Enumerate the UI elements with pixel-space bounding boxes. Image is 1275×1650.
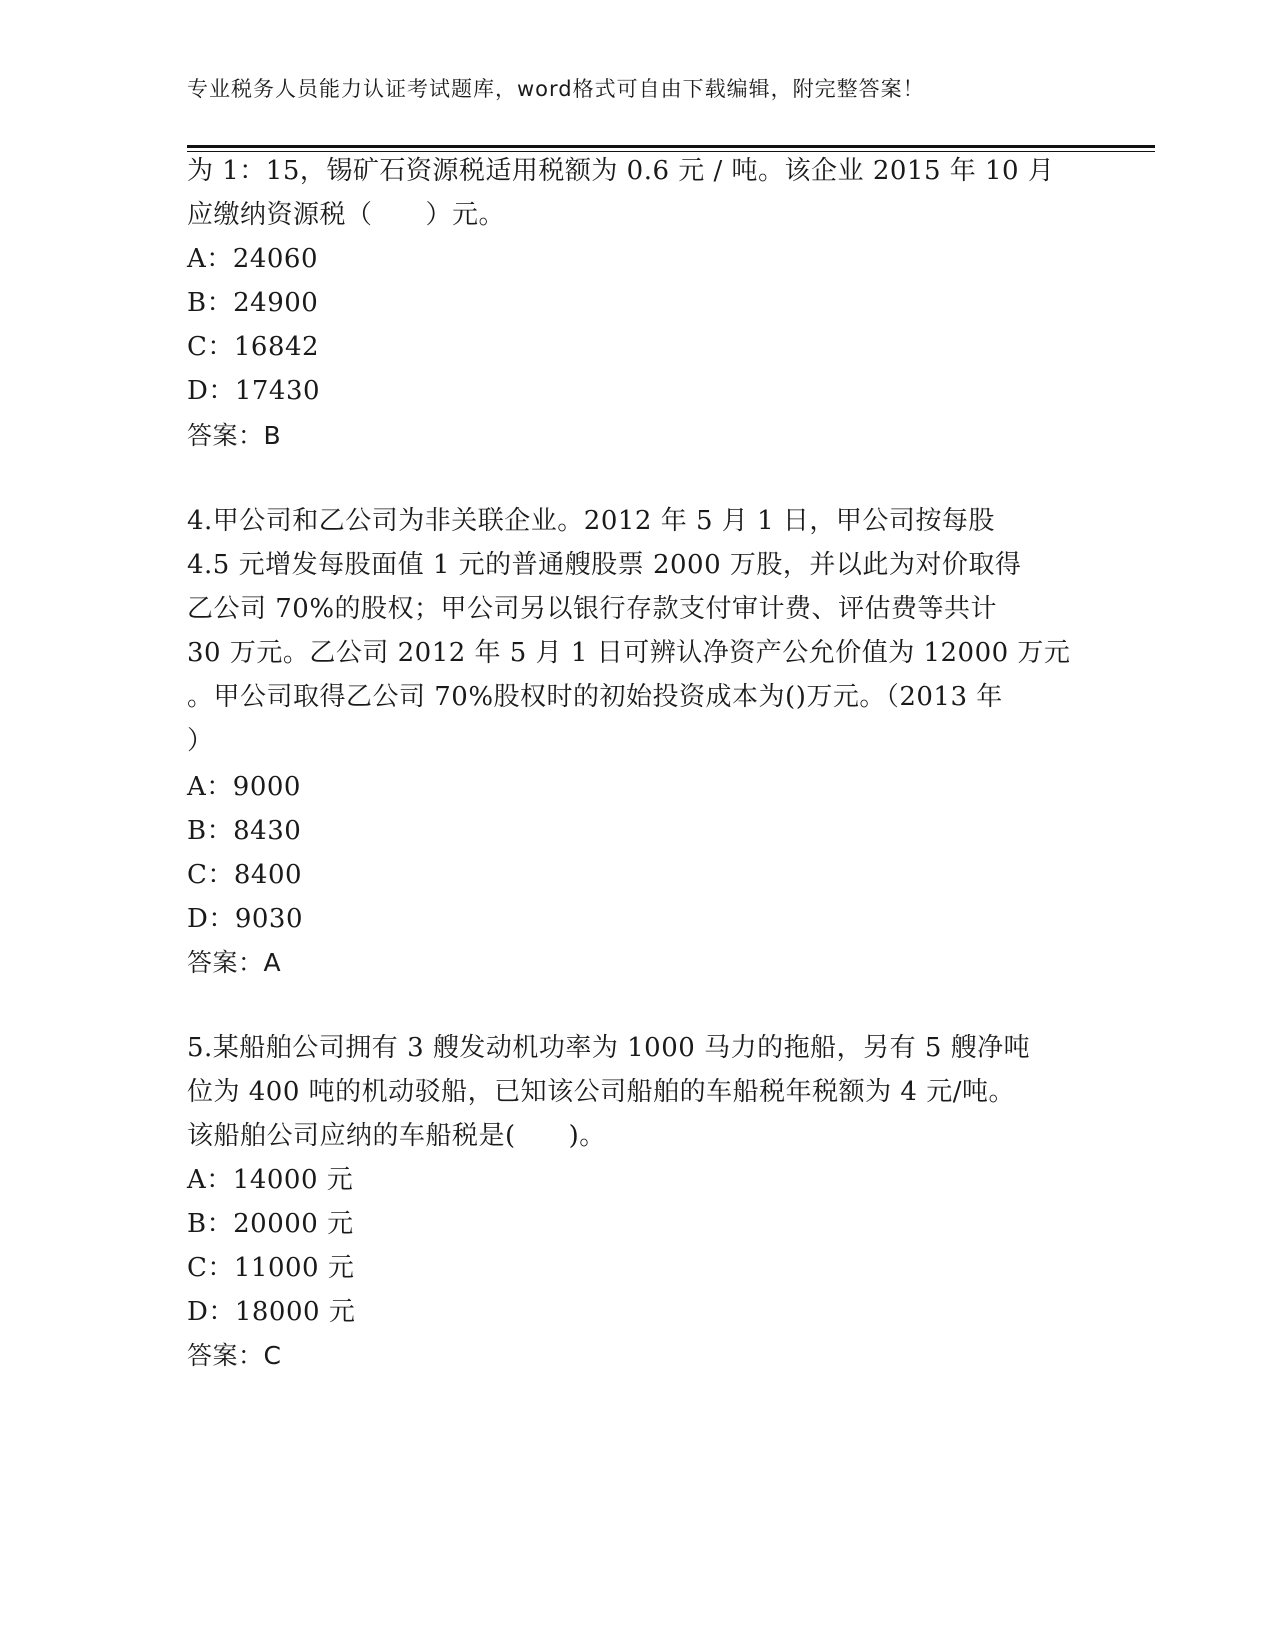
question-stem-line: 4.甲公司和乙公司为非关联企业。2012 年 5 月 1 日，甲公司按每股 bbox=[187, 506, 995, 536]
header-title: 专业税务人员能力认证考试题库，word格式可自由下载编辑，附完整答案！ bbox=[187, 77, 925, 101]
question-stem-line: ） bbox=[187, 726, 214, 756]
answer: 答案：C bbox=[187, 1341, 282, 1370]
option-d: D：18000 元 bbox=[187, 1297, 356, 1327]
question-stem-line: 30 万元。乙公司 2012 年 5 月 1 日可辨认净资产公允价值为 12000 万元 bbox=[187, 638, 1071, 668]
option-c: C：11000 元 bbox=[187, 1253, 355, 1283]
question-stem-line: 。甲公司取得乙公司 70%股权时的初始投资成本为()万元。（2013 年 bbox=[187, 682, 1003, 712]
option-c: C：16842 bbox=[187, 332, 320, 362]
option-a: A：14000 元 bbox=[187, 1165, 354, 1195]
question-stem-line: 5.某船舶公司拥有 3 艘发动机功率为 1000 马力的拖船，另有 5 艘净吨 bbox=[187, 1033, 1031, 1063]
option-b: B：20000 元 bbox=[187, 1209, 354, 1239]
question-stem-line: 应缴纳资源税（ ）元。 bbox=[187, 200, 506, 230]
option-a: A：24060 bbox=[187, 244, 318, 274]
header-rule-thick bbox=[187, 145, 1155, 148]
option-b: B：24900 bbox=[187, 288, 319, 318]
header-rule-thin bbox=[187, 151, 1155, 152]
answer: 答案：A bbox=[187, 948, 282, 977]
question-stem-line: 位为 400 吨的机动驳船，已知该公司船舶的车船税年税额为 4 元/吨。 bbox=[187, 1077, 1015, 1107]
option-d: D：9030 bbox=[187, 904, 304, 934]
option-b: B：8430 bbox=[187, 816, 302, 846]
option-d: D：17430 bbox=[187, 376, 321, 406]
question-stem-line: 该船舶公司应纳的车船税是( )。 bbox=[187, 1121, 606, 1151]
question-stem-line: 乙公司 70%的股权；甲公司另以银行存款支付审计费、评估费等共计 bbox=[187, 594, 998, 624]
question-stem-line: 4.5 元增发每股面值 1 元的普通艘股票 2000 万股，并以此为对价取得 bbox=[187, 550, 1022, 580]
question-stem-line: 为 1：15，锡矿石资源税适用税额为 0.6 元 / 吨。该企业 2015 年 10 月 bbox=[187, 156, 1055, 186]
option-c: C：8400 bbox=[187, 860, 303, 890]
option-a: A：9000 bbox=[187, 772, 301, 802]
answer: 答案：B bbox=[187, 421, 282, 450]
